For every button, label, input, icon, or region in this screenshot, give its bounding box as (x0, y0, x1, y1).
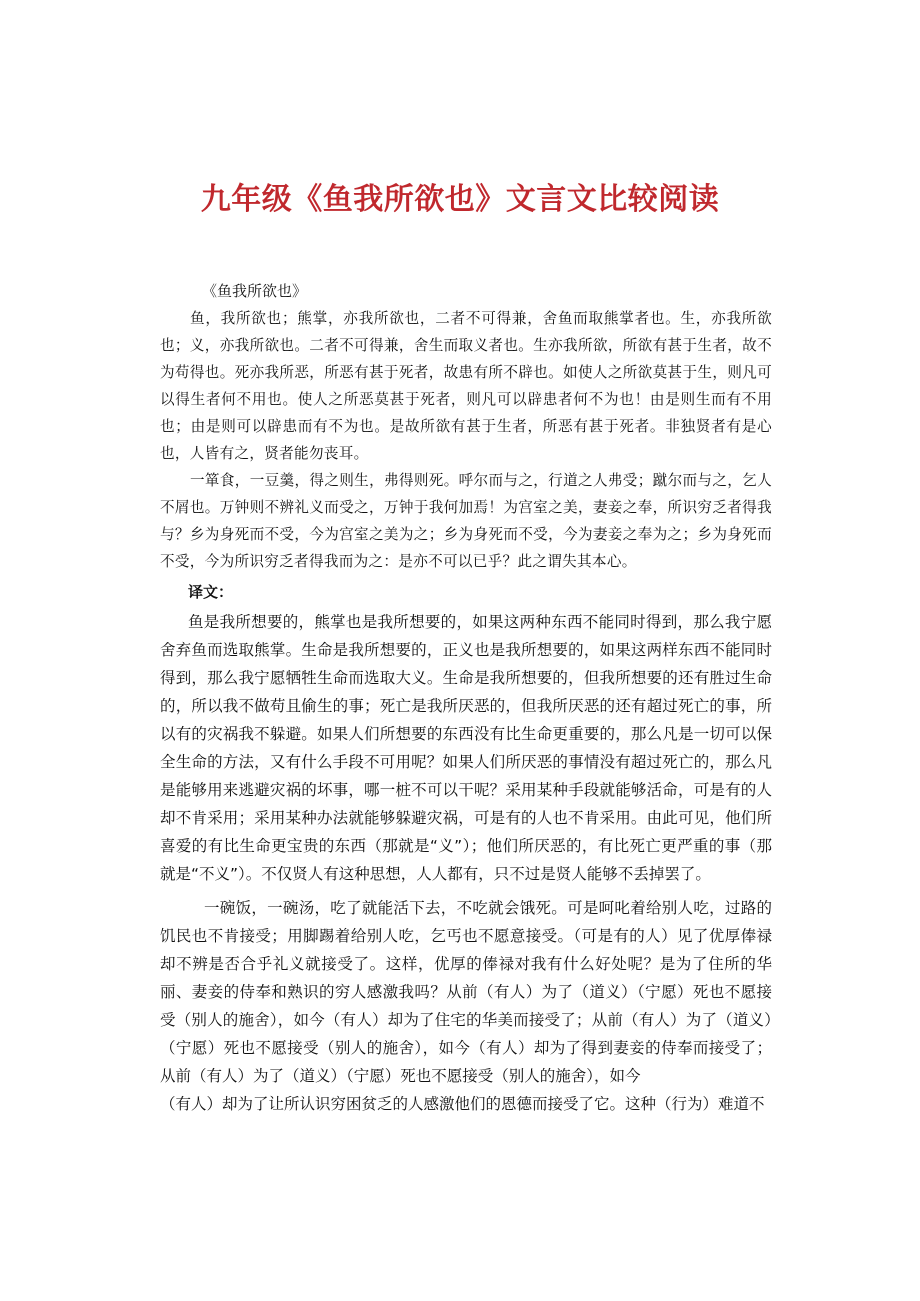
page-title: 九年级《鱼我所欲也》文言文比较阅读 (200, 182, 720, 218)
document-body (160, 278, 772, 1118)
translation-heading: 译文： (188, 583, 234, 601)
classical-paragraph: 一箪食，一豆羹，得之则生，弗得则死。呼尔而与之，行道之人弗受；蹴尔而与之，乞人不屑也。万钟则不辨礼义而受之，万钟于我何加焉！为宫室之美，妻妾之奉，所识穷乏者得我与？乡为身死而不受，今为宫室之美为之；乡为身死而不受，今为妻妾之奉为之；乡为身死而不受，今为所识穷乏者得我而为之：是亦不可以已乎？此之谓失其本心。 (160, 472, 772, 570)
translation-paragraph: 鱼是我所想要的，熊掌也是我所想要的，如果这两种东西不能同时得到，那么我宁愿舍弃鱼而选取熊掌。生命是我所想要的，正义也是我所想要的，如果这两样东西不能同时得到，那么我宁愿牺牲生命而选取大义。生命是我所想要的，但我所想要的还有胜过生命的，所以我不做苟且偷生的事；死亡是我所厌恶的，但我所厌恶的还有超过死亡的事，所以有的灾祸我不躲避。如果人们所想要的东西没有比生命更重要的，那么凡是一切可以保全生命的方法，又有什么手段不可用呢？如果人们所厌恶的事情没有超过死亡的，那么凡是能够用来逃避灾祸的坏事，哪一桩不可以干呢？采用某种手段就能够活命，可是有的人却不肯采用；采用某种办法就能够躲避灾祸，可是有的人也不肯采用。由此可见，他们所喜爱的有比生命更宝贵的东西（那就是“义”）；他们所厌恶的，有比死亡更严重的事（那就是“不义”）。不仅贤人有这种思想，人人都有，只不过是贤人能够不丢掉罢了。 (160, 613, 772, 883)
translation-paragraph: 一碗饭，一碗汤，吃了就能活下去，不吃就会饿死。可是呵叱着给别人吃，过路的饥民也不肯接受；用脚踢着给别人吃，乞丐也不愿意接受。（可是有的人）见了优厚俸禄却不辨是否合乎礼义就接受了。这样，优厚的俸禄对我有什么好处呢？是为了住所的华丽、妻妾的侍奉和熟识的穷人感激我吗？从前（有人）为了（道义）（宁愿）死也不愿接受（别人的施舍），如今（有人）却为了住宅的华美而接受了；从前（有人）为了（道义）（宁愿）死也不愿接受（别人的施舍），如今（有人）却为了得到妻妾的侍奉而接受了；从前（有人）为了（道义）（宁愿）死也不愿接受（别人的施舍），如今 (160, 899, 772, 1085)
translation-paragraph: （有人）却为了让所认识穷困贫乏的人感激他们的恩德而接受了它。这种（行为）难道不 (160, 1095, 765, 1113)
source-title: 《鱼我所欲也》 (202, 282, 308, 300)
classical-paragraph: 鱼，我所欲也；熊掌，亦我所欲也，二者不可得兼，舍鱼而取熊掌者也。生，亦我所欲也；义，亦我所欲也。二者不可得兼，舍生而取义者也。生亦我所欲，所欲有甚于生者，故不为苟得也。死亦我所恶，所恶有甚于死者，故患有所不辟也。如使人之所欲莫甚于生，则凡可以得生者何不用也。使人之所恶莫甚于死者，则凡可以辟患者何不为也！由是则生而有不用也；由是则可以辟患而有不为也。是故所欲有甚于生者，所恶有甚于死者。非独贤者有是心也，人皆有之，贤者能勿丧耳。 (160, 310, 772, 462)
